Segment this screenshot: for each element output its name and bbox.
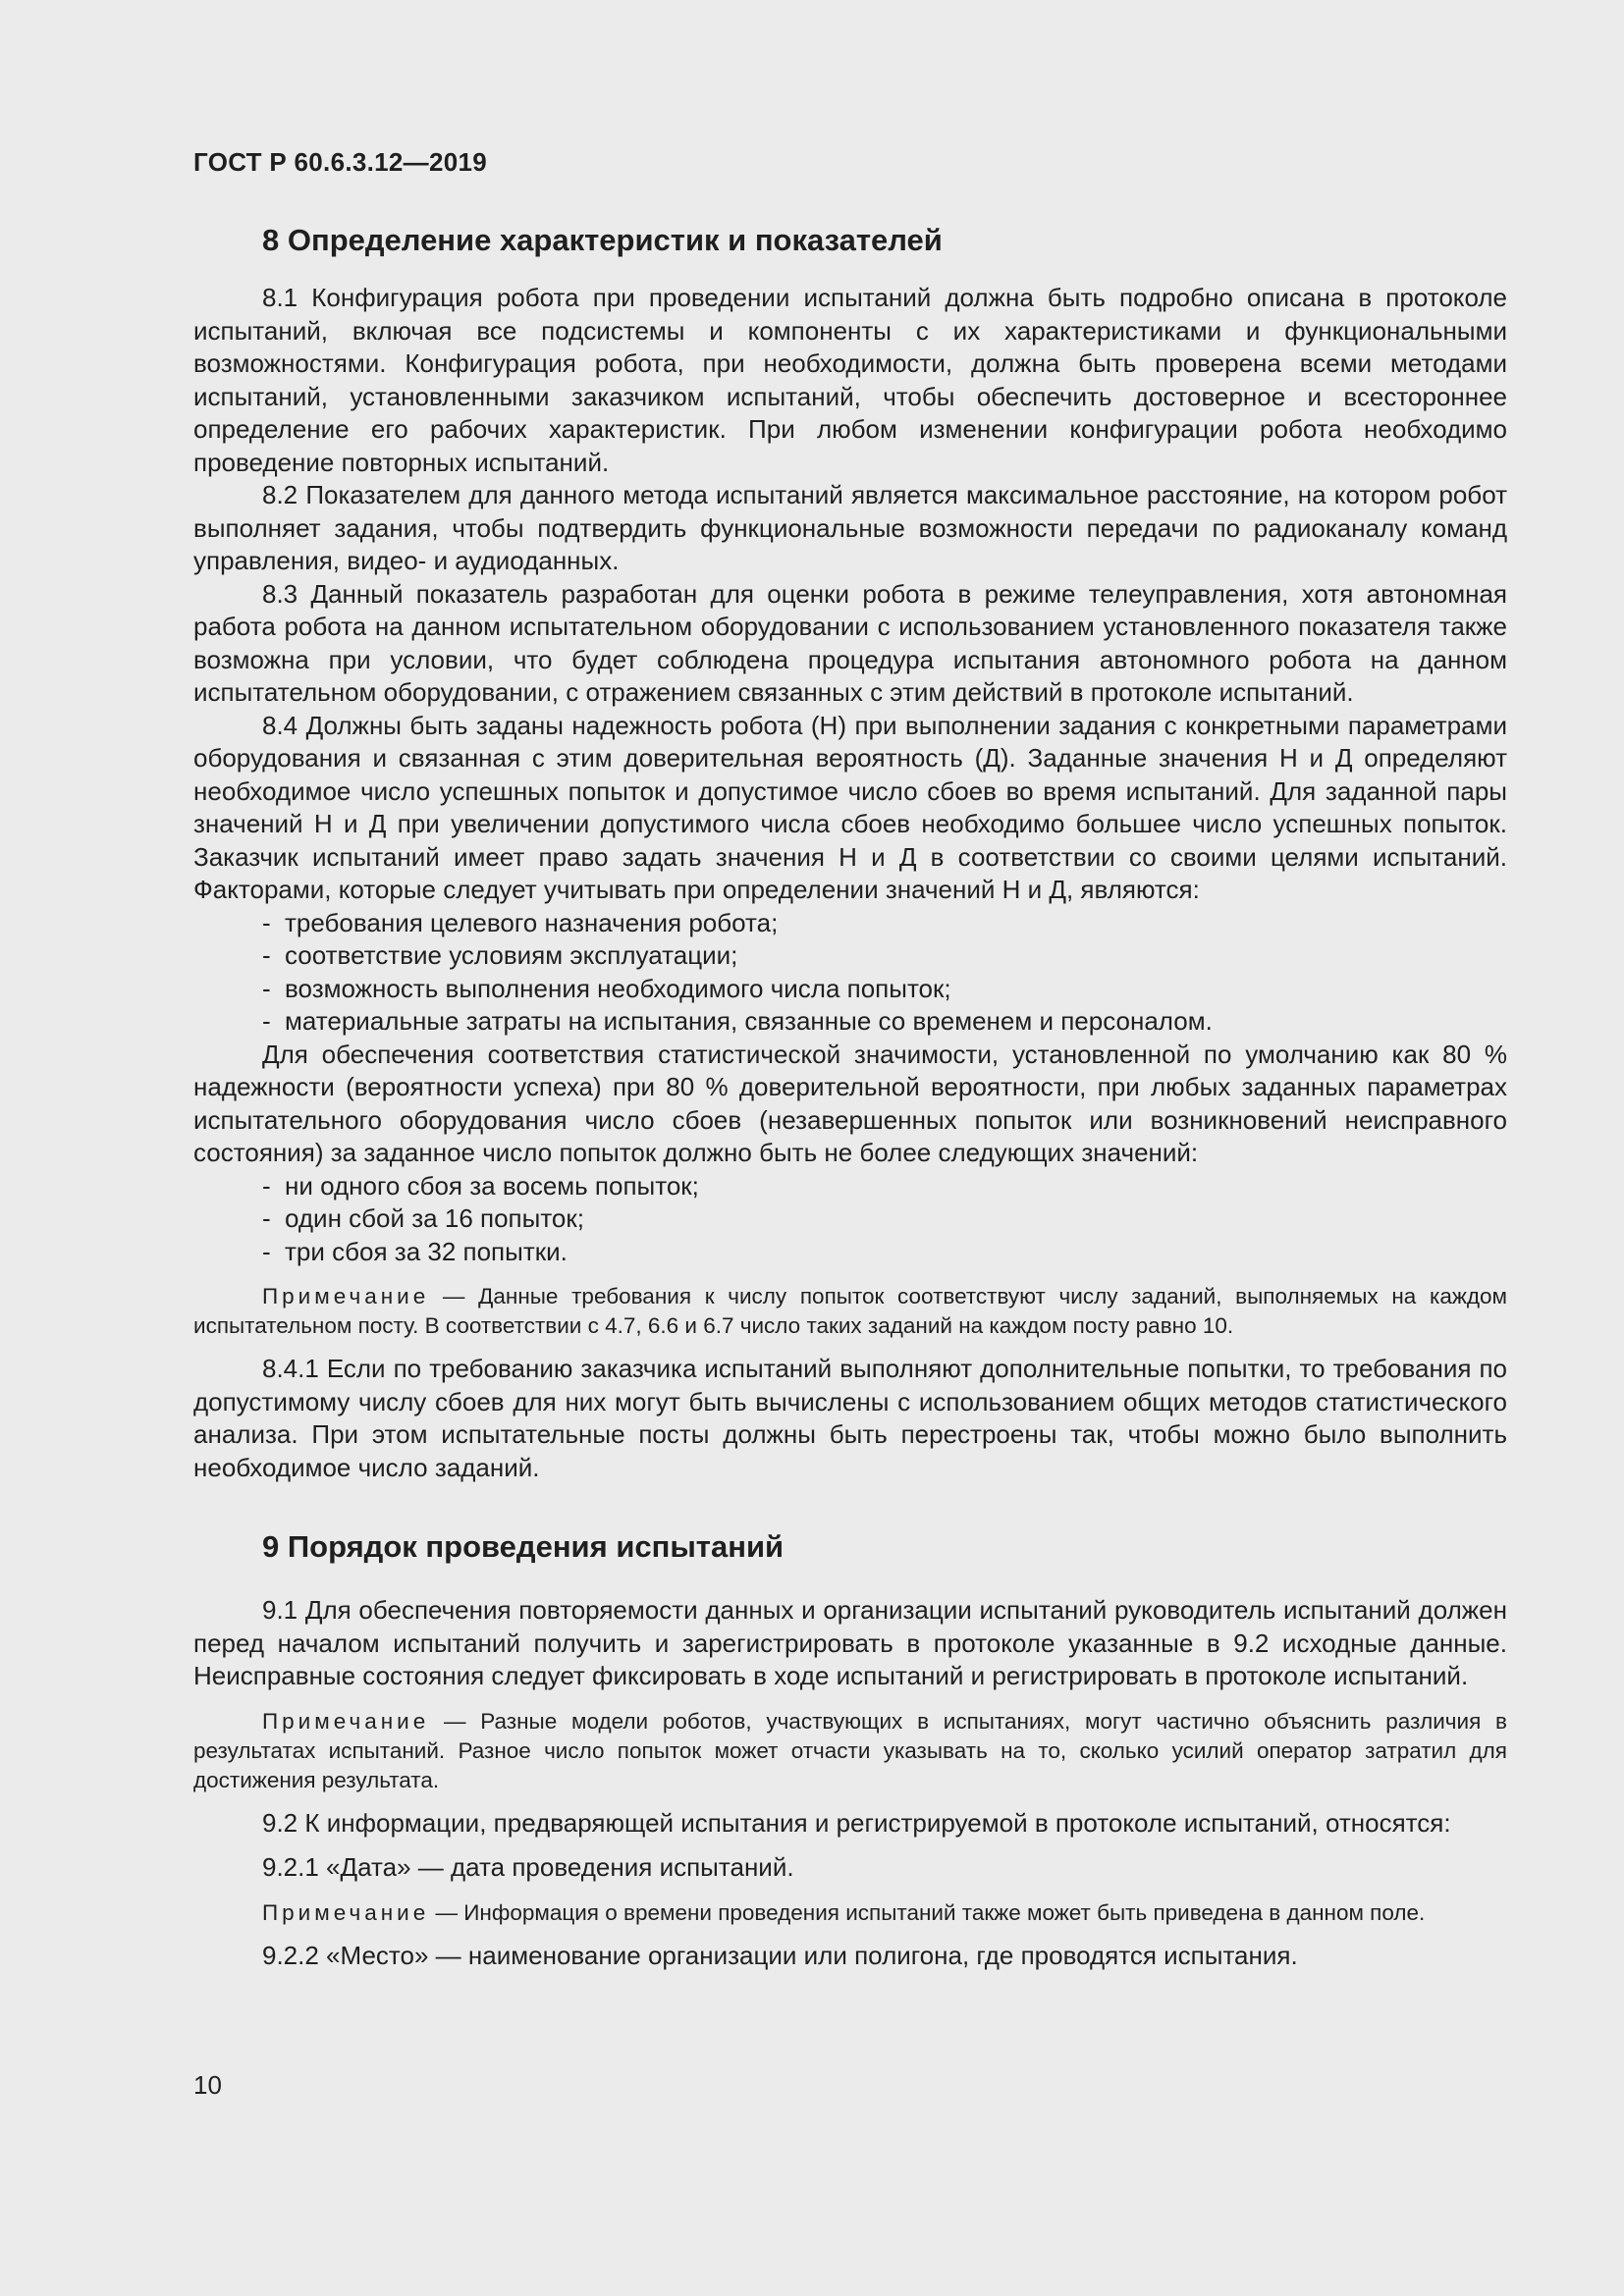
note-label: Примечание (262, 1284, 430, 1308)
note-attempts (193, 1282, 1507, 1341)
paragraph-9-2-2: 9.2.2 «Место» — наименование организации или полигона, где проводятся испытания. (262, 1940, 1298, 1970)
section-8-title: 8 Определение характеристик и показателей (262, 223, 943, 257)
paragraph-8-2: 8.2 Показателем для данного метода испытаний является максимальное расстояние, на котором робот выполняет задания, чтобы подтвердить функциональные возможности передачи по радиоканалу команд управления, видео- и аудиоданных. (193, 480, 1507, 575)
paragraph-9-1: 9.1 Для обеспечения повторяемости данных и организации испытаний руководитель испытаний должен перед началом испытаний получить и зарегистрировать в протоколе указанные в 9.2 исходные данные. Неисправные состояния следует фиксировать в ходе испытаний и регистрировать в протоколе испытаний. (193, 1595, 1507, 1690)
section-9-title: 9 Порядок проведения испытаний (262, 1529, 785, 1564)
paragraph-9-2: 9.2 К информации, предваряющей испытания и регистрируемой в протоколе испытаний, относятся: (262, 1807, 1451, 1838)
note-text: — Данные требования к числу попыток соответствуют числу заданий, выполняемых на каждом испытательном посту. В соответствии с 4.7, 6.6 и 6.7 число таких заданий на каждом посту равно 10. (193, 1284, 1507, 1338)
paragraph-8-4-1: 8.4.1 Если по требованию заказчика испытаний выполняют дополнительные попытки, то требования по допустимому числу сбоев для них могут быть вычислены с использованием общих методов статистического анализа. При этом испытательные посты должны быть перестроены так, чтобы можно было выполнить необходимое число заданий. (193, 1354, 1507, 1482)
paragraph-8-4: 8.4 Должны быть заданы надежность робота (Н) при выполнении задания с конкретными параметрами оборудования и связанная с этим доверительная вероятность (Д). Заданные значения Н и Д определяют необходимое число успешных попыток и допустимое число сбоев во время испытаний. Для заданной пары значений Н и Д при увеличении допустимого числа сбоев необходимо большее число успешных попыток. Заказчик испытаний имеет право задать значения Н и Д в соответствии со своими целями испытаний. Факторами, которые следует учитывать при определении значений Н и Д, являются: (193, 710, 1507, 904)
paragraph-8-1: 8.1 Конфигурация робота при проведении испытаний должна быть подробно описана в протоколе испытаний, включая все подсистемы и компоненты с их характеристиками и функциональными возможностями. Конфигурация робота, при необходимости, должна быть проверена всеми методами испытаний, установленными заказчиком испытаний, чтобы обеспечить достоверное и всестороннее определение его рабочих характеристик. При любом изменении конфигурации робота необходимо проведение повторных испытаний. (193, 283, 1507, 477)
factors-list (193, 907, 1507, 1039)
list-item: - соответствие условиям эксплуатации; (262, 940, 738, 970)
note-label: Примечание (262, 1899, 430, 1925)
note-text: — Информация о времени проведения испытаний также может быть приведена в данном поле. (429, 1899, 1426, 1925)
page-number: 10 (193, 2070, 222, 2100)
list-item: - ни одного сбоя за восемь попыток; (262, 1170, 699, 1201)
page-content (193, 221, 1507, 1972)
note-robot-models (193, 1707, 1507, 1795)
note-text: — Разные модели роботов, участвующих в испытаниях, могут частично объяснить различия в результатах испытаний. Разное число попыток может отчасти указывать на то, сколько усилий оператор затратил для достижения результата. (193, 1708, 1507, 1792)
list-item: - один сбой за 16 попыток; (262, 1203, 584, 1233)
paragraph-8-3: 8.3 Данный показатель разработан для оценки робота в режиме телеуправления, хотя автономная работа робота на данном испытательном оборудовании с использованием установленного показателя также возможна при условии, что будет соблюдена процедура испытания автономного робота на данном испытательном оборудовании, с отражением связанных с этим действий в протоколе испытаний. (193, 578, 1507, 707)
failure-limits-list (193, 1170, 1507, 1269)
list-item: - материальные затраты на испытания, связанные со временем и персоналом. (262, 1006, 1213, 1036)
paragraph-9-2-1: 9.2.1 «Дата» — дата проведения испытаний. (262, 1852, 794, 1882)
list-item: - три сбоя за 32 попытки. (262, 1236, 568, 1266)
list-item: - возможность выполнения необходимого числа попыток; (262, 973, 951, 1003)
document-header: ГОСТ Р 60.6.3.12—2019 (193, 147, 487, 177)
paragraph-statistical-significance: Для обеспечения соответствия статистической значимости, установленной по умолчанию как 80 % надежности (вероятности успеха) при 80 % доверительной вероятности, при любых заданных параметрах испытательного оборудования число сбоев (незавершенных попыток или возникновений неисправного состояния) за заданное число попыток должно быть не более следующих значений: (193, 1039, 1507, 1167)
list-item: - требования целевого назначения робота; (262, 907, 779, 937)
note-label: Примечание (262, 1708, 430, 1734)
note-test-time (193, 1898, 1507, 1928)
